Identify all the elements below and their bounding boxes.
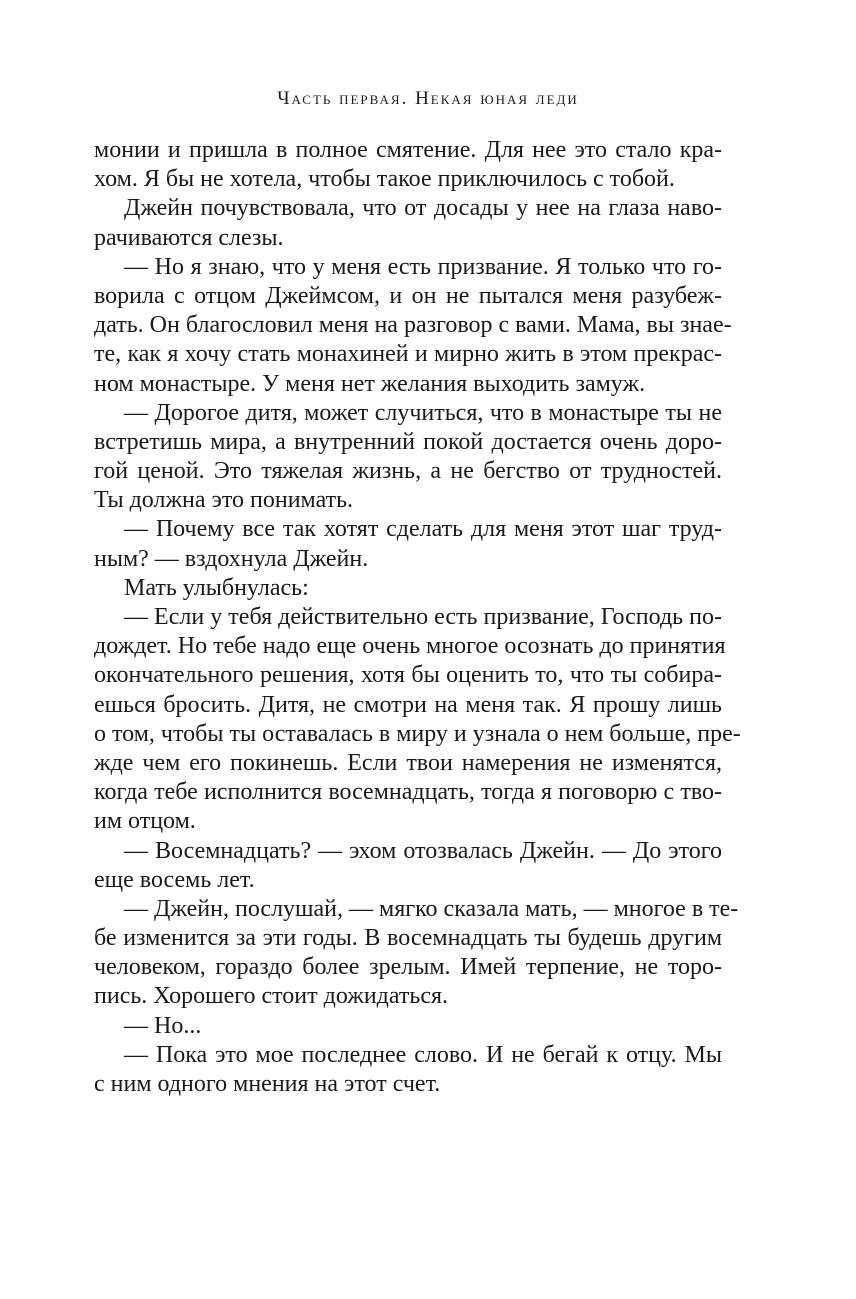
running-head: Часть первая. Некая юная леди [277, 88, 579, 109]
text-line: о том, чтобы ты оставалась в миру и узнала о нем больше, пре- [94, 720, 741, 747]
text-line: Ты должна это понимать. [94, 487, 354, 514]
text-line: — Если у тебя действительно есть призвание, Господь по- [124, 604, 722, 630]
text-line: с ним одного мнения на этот счет. [94, 1071, 441, 1097]
text-line: еще восемь лет. [94, 866, 255, 893]
text-line: жде чем его покинешь. Если твои намерения не изменятся, [94, 749, 722, 776]
text-line: человеком, гораздо более зрелым. Имей терпение, не торо- [94, 954, 722, 981]
text-line: ным? — вздохнула Джейн. [94, 545, 369, 572]
text-line: — Джейн, послушай, — мягко сказала мать, — многое в те- [124, 895, 739, 922]
text-line: рачиваются слезы. [94, 224, 284, 251]
text-line: ешься бросить. Дитя, не смотри на меня так. Я прошу лишь [94, 691, 722, 718]
text-line: им отцом. [94, 808, 196, 835]
text-line: встретишь мира, а внутренний покой достается очень доро- [94, 428, 722, 455]
text-line: хом. Я бы не хотела, чтобы такое приключилось с тобой. [94, 166, 675, 193]
text-line: — Дорогое дитя, может случиться, что в монастыре ты не [124, 399, 722, 426]
text-line: — Но я знаю, что у меня есть призвание. Я только что го- [124, 253, 722, 280]
text-line: монии и пришла в полное смятение. Для нее это стало кра- [94, 137, 722, 163]
text-line: Джейн почувствовала, что от досады у нее на глаза наво- [124, 195, 722, 222]
text-line: дать. Он благословил меня на разговор с вами. Мама, вы знае- [94, 312, 732, 339]
text-line: — Восемнадцать? — эхом отозвалась Джейн. — До этого [124, 837, 722, 864]
text-line: ном монастыре. У меня нет желания выходить замуж. [94, 370, 646, 397]
text-line: — Пока это мое последнее слово. И не бегай к отцу. Мы [124, 1041, 722, 1068]
text-line: дождет. Но тебе надо еще очень многое осознать до принятия [94, 633, 726, 660]
text-line: Мать улыбнулась: [124, 574, 309, 601]
text-line: те, как я хочу стать монахиней и мирно жить в этом прекрас- [94, 341, 722, 368]
text-line: — Но... [124, 1012, 202, 1039]
text-line: пись. Хорошего стоит дожидаться. [94, 983, 449, 1010]
text-line: окончательного решения, хотя бы оценить то, что ты собира- [94, 662, 722, 689]
text-line: когда тебе исполнится восемнадцать, тогда я поговорю с тво- [94, 779, 722, 806]
text-line: — Почему все так хотят сделать для меня этот шаг труд- [124, 516, 722, 543]
text-line: бе изменится за эти годы. В восемнадцать ты будешь другим [94, 925, 722, 952]
text-line: гой ценой. Это тяжелая жизнь, а не бегство от трудностей. [94, 458, 722, 485]
text-line: ворила с отцом Джеймсом, и он не пытался меня разубеж- [94, 282, 722, 309]
body-text [94, 136, 741, 1099]
